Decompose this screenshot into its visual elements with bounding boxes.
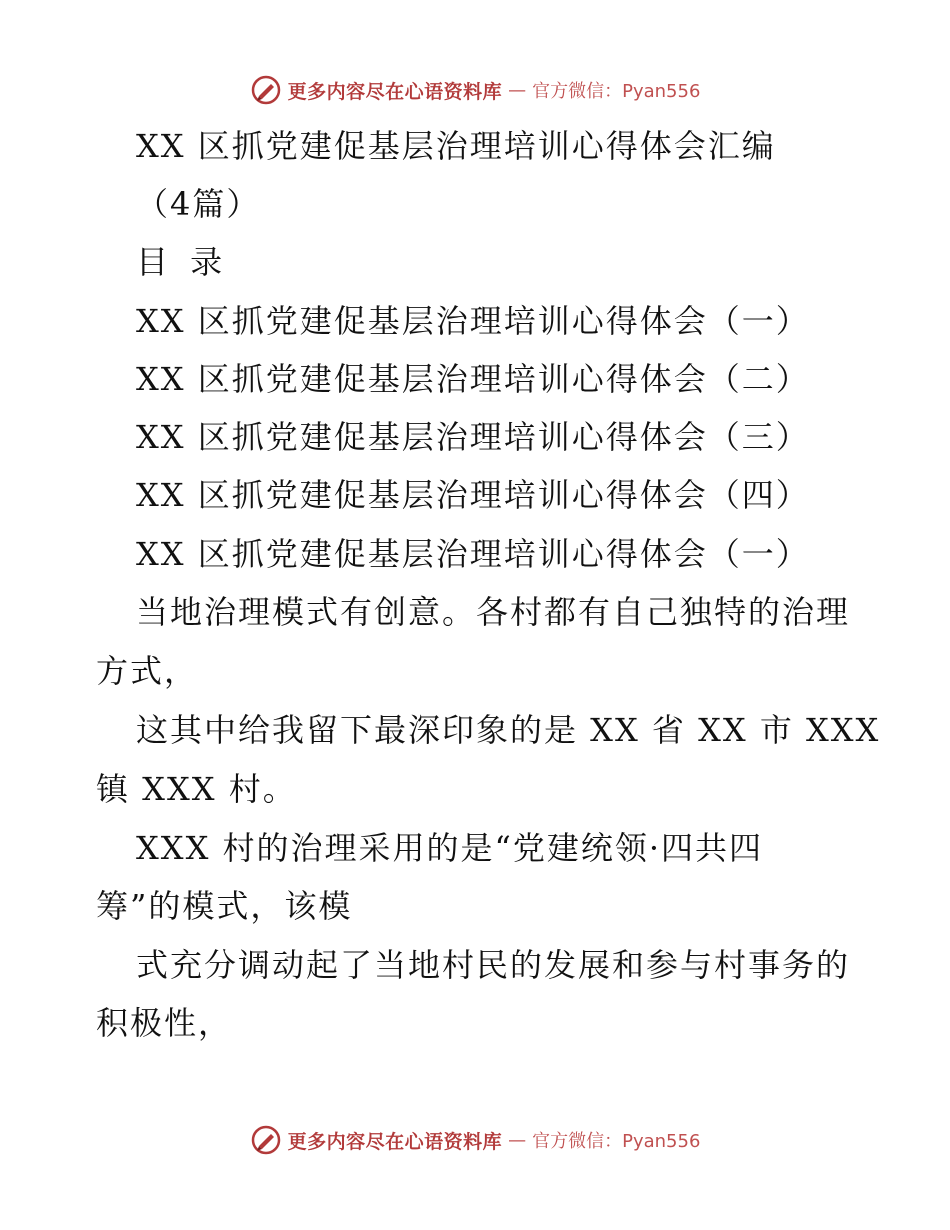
body-line: 镇 XXX 村。	[96, 770, 297, 808]
toc-item: XX 区抓党建促基层治理培训心得体会（二）	[136, 360, 810, 398]
toc-heading: 目 录	[136, 243, 229, 281]
banner-content	[250, 1124, 701, 1156]
body-line: 筹”的模式，该模	[96, 887, 353, 925]
body-line: 方式，	[96, 652, 199, 690]
banner-main-text: 更多内容尽在心语资料库	[287, 80, 503, 103]
document-title-line-2: （4篇）	[136, 185, 261, 223]
body-line: XXX 村的治理采用的是“党建统领·四共四	[136, 829, 764, 867]
footer-banner	[0, 1120, 950, 1160]
body-line: 这其中给我留下最深印象的是 XX 省 XX 市 XXX	[136, 711, 881, 749]
section-heading: XX 区抓党建促基层治理培训心得体会（一）	[136, 535, 810, 573]
pen-logo-icon	[250, 74, 282, 106]
banner-wechat-text: 官方微信：Pyan556	[532, 81, 701, 102]
body-line: 积极性，	[96, 1004, 233, 1042]
toc-item: XX 区抓党建促基层治理培训心得体会（三）	[136, 418, 810, 456]
body-line: 式充分调动起了当地村民的发展和参与村事务的	[136, 946, 851, 984]
banner-wechat-text: 官方微信：Pyan556	[532, 1131, 701, 1152]
banner-content	[250, 74, 701, 106]
banner-dash: —	[508, 1129, 527, 1151]
banner-main-text: 更多内容尽在心语资料库	[287, 1130, 503, 1153]
body-line: 当地治理模式有创意。各村都有自己独特的治理	[136, 593, 851, 631]
header-banner	[0, 70, 950, 110]
document-title-line-1: XX 区抓党建促基层治理培训心得体会汇编	[136, 127, 776, 165]
toc-item: XX 区抓党建促基层治理培训心得体会（四）	[136, 476, 810, 514]
toc-item: XX 区抓党建促基层治理培训心得体会（一）	[136, 302, 810, 340]
banner-dash: —	[508, 79, 527, 101]
pen-logo-icon	[250, 1124, 282, 1156]
